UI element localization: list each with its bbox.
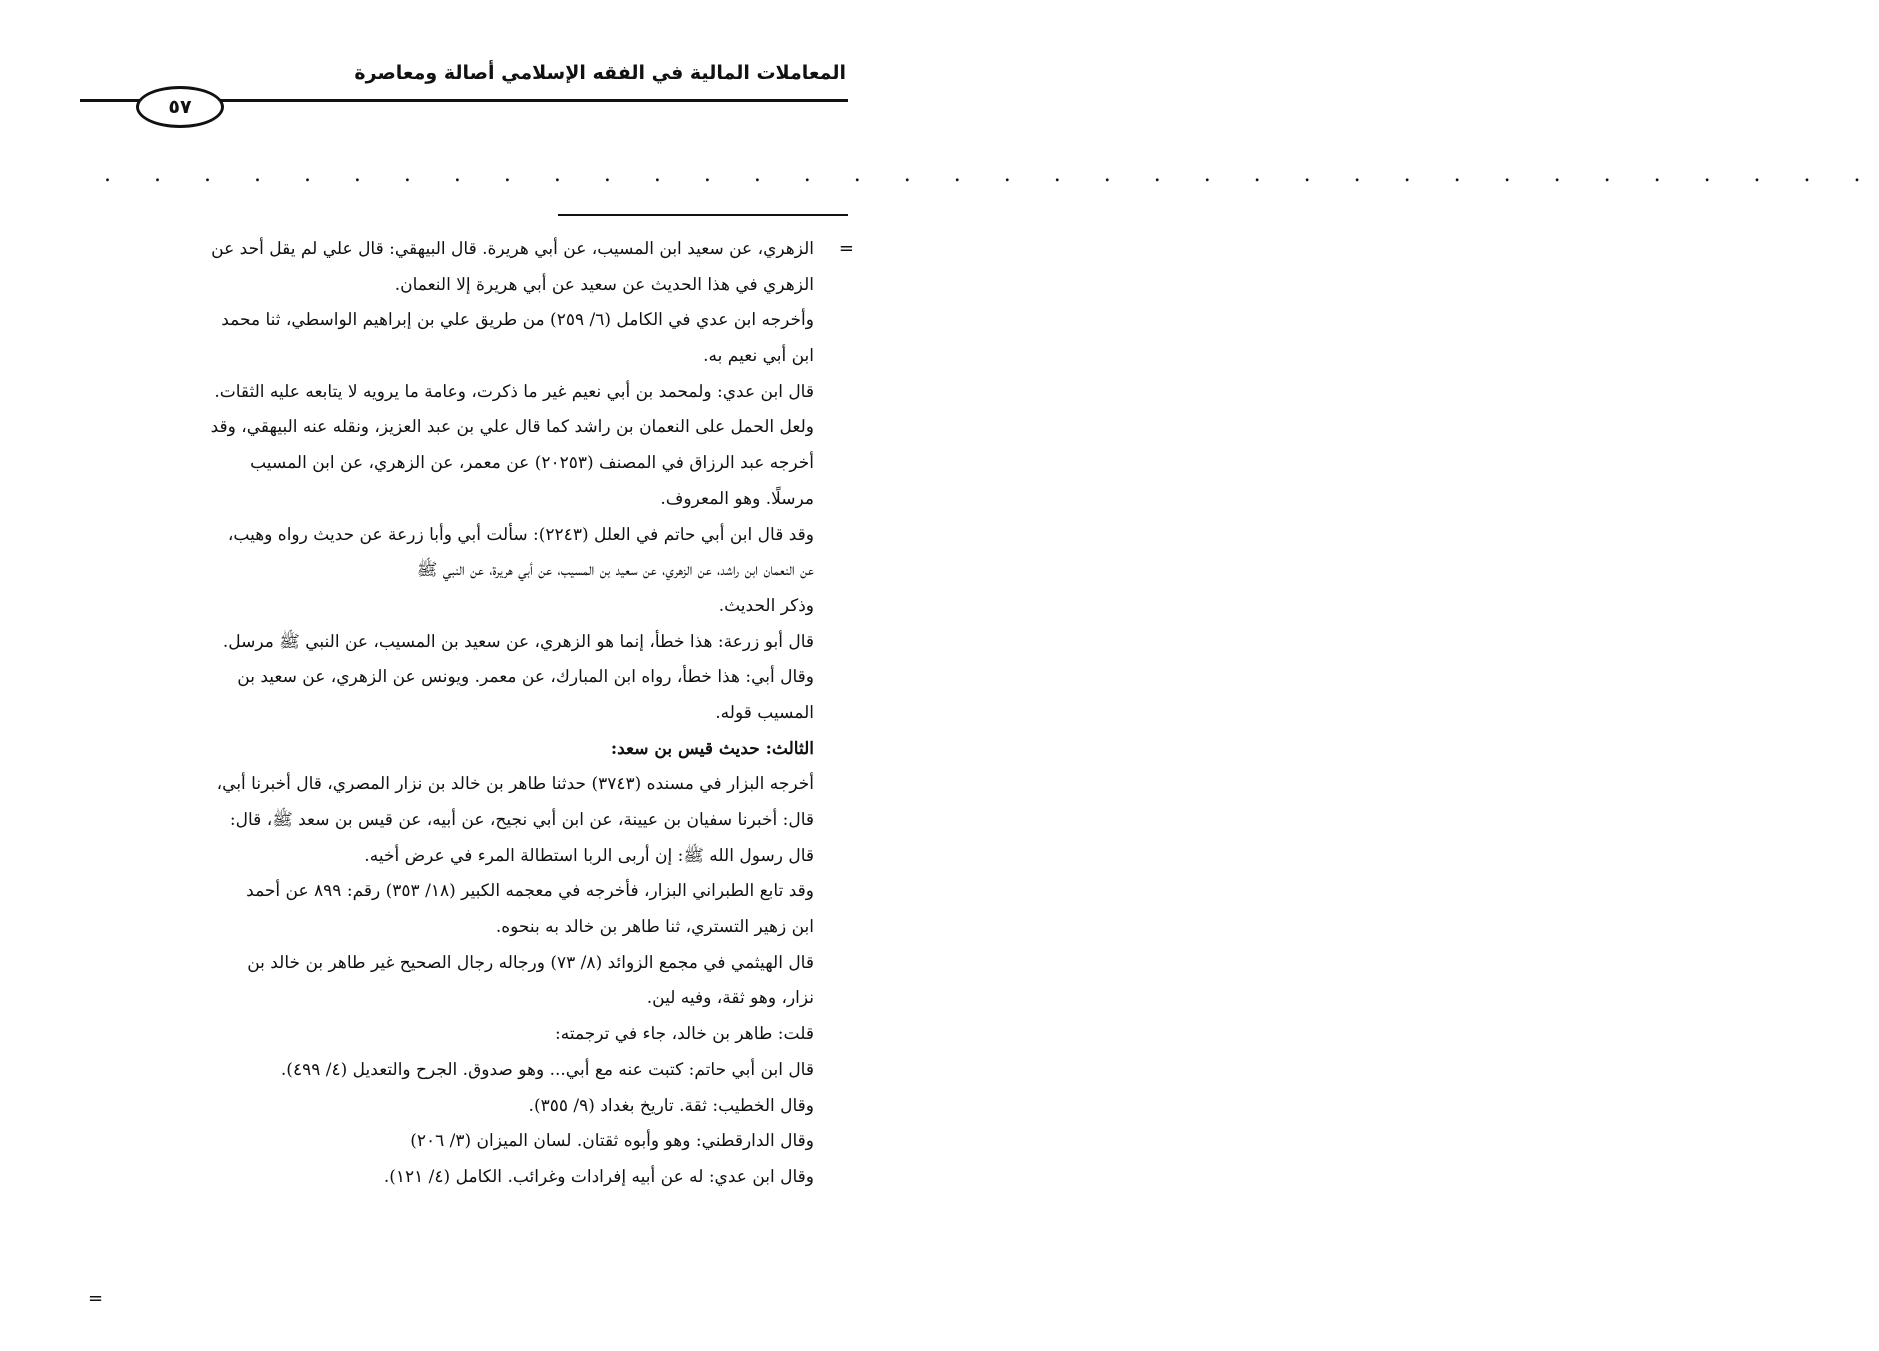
text-line: الزهري، عن سعيد ابن المسيب، عن أبي هريرة. قال البيهقي: قال علي لم يقل أحد عن xyxy=(211,239,814,259)
text-line: ابن أبي نعيم به. xyxy=(703,346,814,367)
text-line: قال أبو زرعة: هذا خطأ، إنما هو الزهري، عن سعيد بن المسيب، عن النبي ﷺ مرسل. xyxy=(222,631,814,652)
text-line: وأخرجه ابن عدي في الكامل (٦/ ٢٥٩) من طريق علي بن إبراهيم الواسطي، ثنا محمد xyxy=(221,310,814,331)
text-line: وقد قال ابن أبي حاتم في العلل (٢٢٤٣): سألت أبي وأبا زرعة عن حديث رواه وهيب، xyxy=(227,524,814,545)
text-line: وقال ابن عدي: له عن أبيه إفرادات وغرائب. الكامل (٤/ ١٢١). xyxy=(383,1166,814,1187)
text-line: أخرجه عبد الرزاق في المصنف (٢٠٢٥٣) عن معمر، عن الزهري، عن ابن المسيب xyxy=(250,453,814,474)
text-line: ابن زهير التستري، ثنا طاهر بن خالد به بنحوه. xyxy=(495,917,814,938)
text-line: مرسلًا. وهو المعروف. xyxy=(660,488,814,509)
text-line: نزار، وهو ثقة، وفيه لين. xyxy=(646,988,814,1009)
text-line: المسيب قوله. xyxy=(715,702,814,723)
text-line: قال رسول الله ﷺ: إن أربى الربا استطالة المرء في عرض أخيه. xyxy=(364,845,814,866)
page-number: ٥٧ xyxy=(168,96,192,118)
text-line: قال ابن أبي حاتم: كتبت عنه مع أبي... وهو صدوق. الجرح والتعديل (٤/ ٤٩٩). xyxy=(280,1059,814,1080)
text-line: وذكر الحديث. xyxy=(718,595,814,616)
text-line: وقد تابع الطبراني البزار، فأخرجه في معجمه الكبير (١٨/ ٣٥٣) رقم: ٨٩٩ عن أحمد xyxy=(246,881,814,902)
text-line: عن النعمان ابن راشد، عن الزهري، عن سعيد بن المسيب، عن أبي هريرة، عن النبي ﷺ xyxy=(416,560,814,581)
running-title: المعاملات المالية في الفقه الإسلامي أصالة ومعاصرة xyxy=(354,62,846,84)
text-line: قلت: طاهر بن خالد، جاء في ترجمته: xyxy=(554,1024,814,1045)
text-line: قال: أخبرنا سفيان بن عيينة، عن ابن أبي نجيح، عن أبيه، عن قيس بن سعد ﷺ، قال: xyxy=(229,810,814,830)
footnote-rule xyxy=(558,214,848,216)
separator-dots: . . . . . . . . . . . . . . . . . . . . . . . . . . . . . . . . . . . . xyxy=(104,162,1879,187)
text-line: الزهري في هذا الحديث عن سعيد عن أبي هريرة إلا النعمان. xyxy=(394,274,814,295)
page-number-badge xyxy=(136,86,224,128)
text-line: قال الهيثمي في مجمع الزوائد (٨/ ٧٣) ورجاله رجال الصحيح غير طاهر بن خالد بن xyxy=(247,952,814,973)
text-line: وقال الدارقطني: وهو وأبوه ثقتان. لسان الميزان (٣/ ٢٠٦) xyxy=(410,1131,814,1152)
text-line: وقال أبي: هذا خطأ، رواه ابن المبارك، عن معمر. ويونس عن الزهري، عن سعيد بن xyxy=(237,667,814,688)
continuation-mark-bottom: = xyxy=(88,1288,104,1309)
footnote-text xyxy=(92,232,814,1196)
text-line: وقال الخطيب: ثقة. تاريخ بغداد (٩/ ٣٥٥). xyxy=(528,1095,814,1116)
continuation-mark-top: = xyxy=(838,238,854,259)
text-line: ولعل الحمل على النعمان بن راشد كما قال علي بن عبد العزيز، ونقله عنه البيهقي، وقد xyxy=(210,417,814,438)
text-line: أخرجه البزار في مسنده (٣٧٤٣) حدثنا طاهر بن خالد بن نزار المصري، قال أخبرنا أبي، xyxy=(216,774,814,795)
section-heading: الثالث: حديث قيس بن سعد: xyxy=(610,738,814,759)
text-line: قال ابن عدي: ولمحمد بن أبي نعيم غير ما ذكرت، وعامة ما يرويه لا يتابعه عليه الثقات. xyxy=(214,381,814,402)
